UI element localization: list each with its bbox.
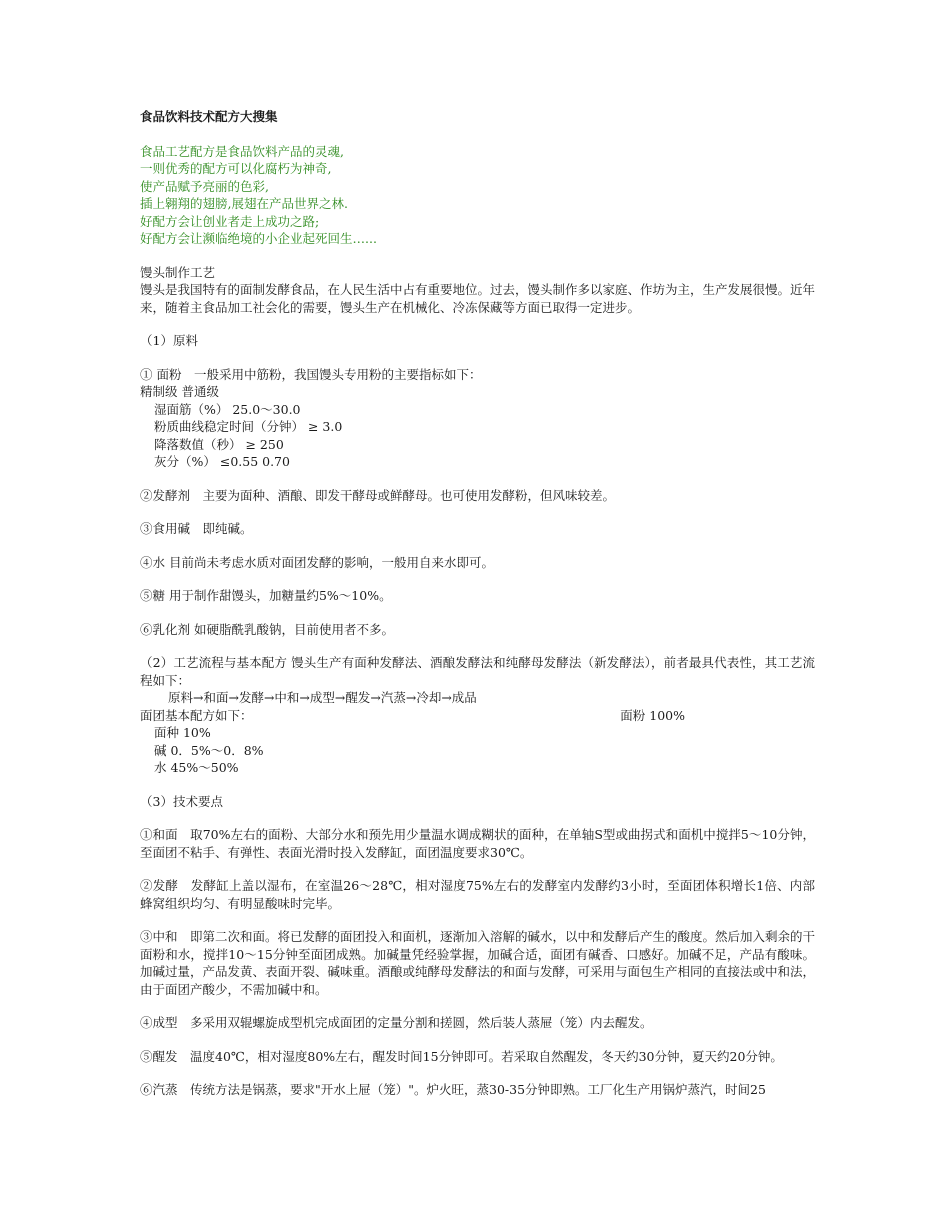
key-points-heading: （3）技术要点 [140, 793, 223, 809]
intro-line: 好配方会让濒临绝境的小企业起死回生…... [140, 231, 377, 246]
grades-line: 精制级 普通级 [140, 384, 219, 399]
formula-label: 面团基本配方如下： [140, 707, 253, 723]
formula-item: 面种 10% [154, 725, 211, 740]
key-point-paragraph: ⑥汽蒸 传统方法是锅蒸，要求"开水上屉（笼）"。炉火旺，蒸30-35分钟即熟。工厂化生产用锅炉蒸汽，时间25 [140, 1082, 766, 1097]
intro-line: 一则优秀的配方可以化腐朽为神奇, [140, 161, 332, 176]
overview-paragraph: 馒头是我国特有的面制发酵食品，在人民生活中占有重要地位。过去，馒头制作多以家庭、作坊为主，生产发展很慢。近年来，随着主食品加工社会化的需要，馒头生产在机械化、冷冻保藏等方面已取得一定进步。 [140, 282, 816, 315]
formula-item: 水 45%～50% [154, 760, 239, 775]
spec-line: 灰分（%） ≤0.55 0.70 [154, 454, 290, 469]
document-page [140, 108, 815, 1099]
process-flow: 原料→和面→发酵→中和→成型→醒发→汽蒸→冷却→成品 [168, 690, 477, 705]
section-title: 馒头制作工艺 [140, 264, 216, 280]
spec-line: 粉质曲线稳定时间（分钟） ≥ 3.0 [154, 419, 343, 434]
yeast-paragraph: ②发酵剂 主要为面种、酒酿、即发干酵母或鲜酵母。也可使用发酵粉，但风味较差。 [140, 487, 616, 503]
process-intro: （2）工艺流程与基本配方 馒头生产有面种发酵法、酒酿发酵法和纯酵母发酵法（新发酵法），前者最具代表性，其工艺流程如下： [140, 655, 815, 688]
key-point-paragraph: ⑤醒发 温度40℃，相对湿度80%左右，醒发时间15分钟即可。若采取自然醒发，冬天约30分钟，夏天约20分钟。 [140, 1048, 783, 1064]
spec-line: 湿面筋（%） 25.0～30.0 [154, 401, 301, 417]
formula-flour: 面粉 100% [620, 707, 685, 723]
key-point-paragraph: ②发酵 发酵缸上盖以湿布，在室温26～28℃，相对湿度75%左右的发酵室内发酵约3小时，至面团体积增长1倍、内部蜂窝组织均匀、有明显酸味时完毕。 [140, 878, 815, 911]
spec-line: 降落数值（秒） ≥ 250 [154, 436, 284, 452]
key-point-paragraph: ①和面 取70%左右的面粉、大部分水和预先用少量温水调成糊状的面种，在单轴S型或曲拐式和面机中搅拌5～10分钟，至面团不粘手、有弹性、表面光滑时投入发酵缸，面团温度要求30℃。 [140, 827, 815, 860]
water-paragraph: ④水 目前尚未考虑水质对面团发酵的影响，一般用自来水即可。 [140, 554, 494, 570]
key-point-paragraph: ③中和 即第二次和面。将已发酵的面团投入和面机，逐渐加入溶解的碱水，以中和发酵后产生的酸度。然后加入剩余的干面粉和水，搅拌10～15分钟至面团成熟。加碱量凭经验掌握，加碱合适，面团有碱香、口感好。加碱不足，产品有酸味。加碱过量，产品发黄、表面开裂、碱味重。酒酿或纯酵母发酵法的和面与发酵，可采用与面包生产相同的直接法或中和法，由于面团产酸少，不需加碱中和。 [140, 929, 816, 997]
document-title: 食品饮料技术配方大搜集 [140, 109, 278, 124]
intro-line: 插上翱翔的翅膀,展翅在产品世界之林. [140, 196, 348, 211]
intro-line: 食品工艺配方是食品饮料产品的灵魂, [140, 143, 344, 159]
intro-line: 使产品赋予亮丽的色彩, [140, 178, 269, 194]
alkali-paragraph: ③食用碱 即纯碱。 [140, 521, 253, 536]
formula-header [140, 707, 815, 725]
key-point-paragraph: ④成型 多采用双辊螺旋成型机完成面团的定量分割和搓圆，然后装人蒸屉（笼）内去醒发。 [140, 1015, 653, 1030]
flour-paragraph: ① 面粉 一般采用中筋粉，我国馒头专用粉的主要指标如下： [140, 366, 482, 382]
intro-block [140, 143, 815, 248]
sugar-paragraph: ⑤糖 用于制作甜馒头，加糖量约5%～10%。 [140, 588, 392, 603]
intro-line: 好配方会让创业者走上成功之路; [140, 213, 320, 229]
materials-heading: （1）原料 [140, 333, 198, 348]
emulsifier-paragraph: ⑥乳化剂 如硬脂酰乳酸钠，目前使用者不多。 [140, 621, 394, 637]
formula-item: 碱 0．5%～0．8% [154, 742, 264, 758]
